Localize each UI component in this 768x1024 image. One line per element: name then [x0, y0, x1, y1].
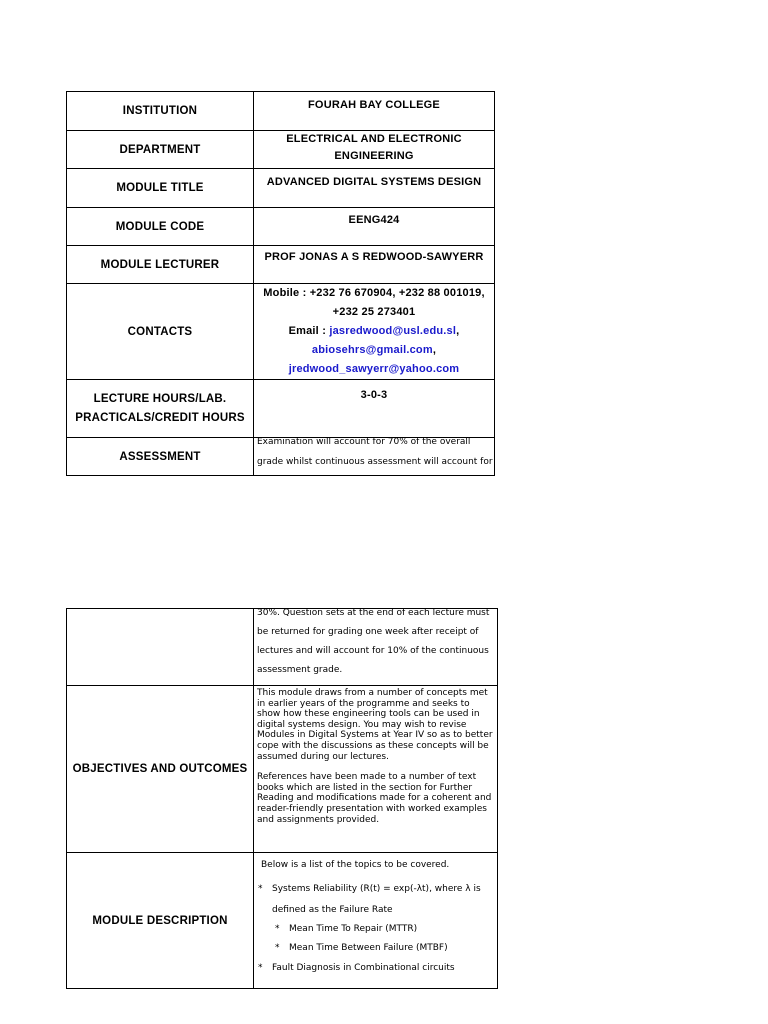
mobile-line2: +232 25 273401 [332, 306, 416, 318]
topic-fault-diagnosis: Fault Diagnosis in Combinational circuits [272, 963, 455, 973]
table-row [67, 208, 495, 246]
assessment-value [254, 438, 495, 476]
empty-label-cell [67, 609, 254, 686]
assessment-cont-line: be returned for grading one week after receipt of [257, 627, 479, 637]
email-prefix: Email : [288, 325, 330, 337]
bullet-star-icon: * [275, 924, 280, 934]
email-comma: , [456, 325, 460, 337]
list-item [258, 877, 497, 901]
module-title-value: ADVANCED DIGITAL SYSTEMS DESIGN [254, 169, 495, 208]
table-row [67, 92, 495, 131]
email-line [254, 341, 494, 360]
list-item [258, 958, 497, 979]
module-title-label: MODULE TITLE [67, 169, 254, 208]
module-code-label: MODULE CODE [67, 208, 254, 246]
mobile-line1: Mobile : +232 76 670904, +232 88 001019, [263, 287, 485, 299]
lecture-hours-label-line1: LECTURE HOURS/LAB. [93, 392, 227, 405]
table-row [67, 380, 495, 438]
table-row [67, 246, 495, 284]
assessment-cont-line: assessment grade. [257, 665, 343, 675]
description-intro: Below is a list of the topics to be covered. [261, 860, 450, 870]
email-link-usl[interactable]: jasredwood@usl.edu.sl [329, 325, 457, 337]
table-row [67, 169, 495, 208]
contacts-value [254, 284, 495, 380]
assessment-label: ASSESSMENT [67, 438, 254, 476]
institution-label: INSTITUTION [67, 92, 254, 131]
bullet-star-icon: * [258, 963, 263, 973]
assessment-cont-line: lectures and will account for 10% of the continuous [257, 646, 489, 656]
table-row [67, 853, 498, 989]
table-row [67, 131, 495, 169]
assessment-continued [254, 609, 498, 686]
email-link-yahoo[interactable]: jredwood_sawyerr@yahoo.com [288, 363, 460, 375]
module-info-table [66, 91, 495, 476]
objectives-label: OBJECTIVES AND OUTCOMES [67, 686, 254, 853]
institution-value: FOURAH BAY COLLEGE [254, 92, 495, 131]
bullet-star-icon: * [258, 884, 263, 894]
module-description-value [254, 853, 498, 989]
module-code-value: EENG424 [254, 208, 495, 246]
module-description-label: MODULE DESCRIPTION [67, 853, 254, 989]
email-line [254, 322, 494, 341]
table-row [67, 609, 498, 686]
lecture-hours-label [67, 380, 254, 438]
objectives-paragraph: References have been made to a number of text books which are listed in the section for Further Reading and modifications made for a coherent and reader-friendly presentation with worked examples and assignments provided. [257, 772, 492, 825]
module-lecturer-label: MODULE LECTURER [67, 246, 254, 284]
module-lecturer-value: PROF JONAS A S REDWOOD-SAWYERR [254, 246, 495, 284]
department-value-line1: ELECTRICAL AND ELECTRONIC [286, 133, 462, 145]
department-label: DEPARTMENT [67, 131, 254, 169]
email-comma: , [432, 344, 437, 356]
assessment-cont-line: 30%. Question sets at the end of each lecture must [257, 608, 490, 618]
list-item [258, 920, 497, 939]
email-link-gmail[interactable]: abiosehrs@gmail.com [311, 344, 433, 356]
objectives-value [254, 686, 498, 853]
topic-mttr: Mean Time To Repair (MTTR) [289, 924, 418, 934]
assessment-line2: grade whilst continuous assessment will account for [257, 457, 493, 467]
list-item [258, 939, 497, 958]
topic-mtbf: Mean Time Between Failure (MTBF) [289, 943, 448, 953]
topic-reliability-cont: defined as the Failure Rate [272, 905, 393, 915]
department-value [254, 131, 495, 169]
topic-reliability: Systems Reliability (R(t) = exp(-λt), where λ is [272, 884, 481, 894]
lecture-hours-label-line2: PRACTICALS/CREDIT HOURS [75, 411, 245, 424]
department-value-line2: ENGINEERING [334, 150, 414, 162]
contacts-label: CONTACTS [67, 284, 254, 380]
table-row [67, 686, 498, 853]
lecture-hours-value: 3-0-3 [254, 380, 495, 438]
table-row [67, 438, 495, 476]
objectives-paragraph: This module draws from a number of concepts met in earlier years of the programme and seeks to show how these engineering tools can be used in digital systems design. You may wish to revise Modules in Digital Systems at Year IV so as to better cope with the discussions as these concepts will be assumed during our lectures. [257, 688, 493, 762]
table-row [67, 284, 495, 380]
bullet-star-icon: * [275, 943, 280, 953]
module-details-table [66, 608, 498, 989]
assessment-line1: Examination will account for 70% of the overall [257, 437, 471, 447]
